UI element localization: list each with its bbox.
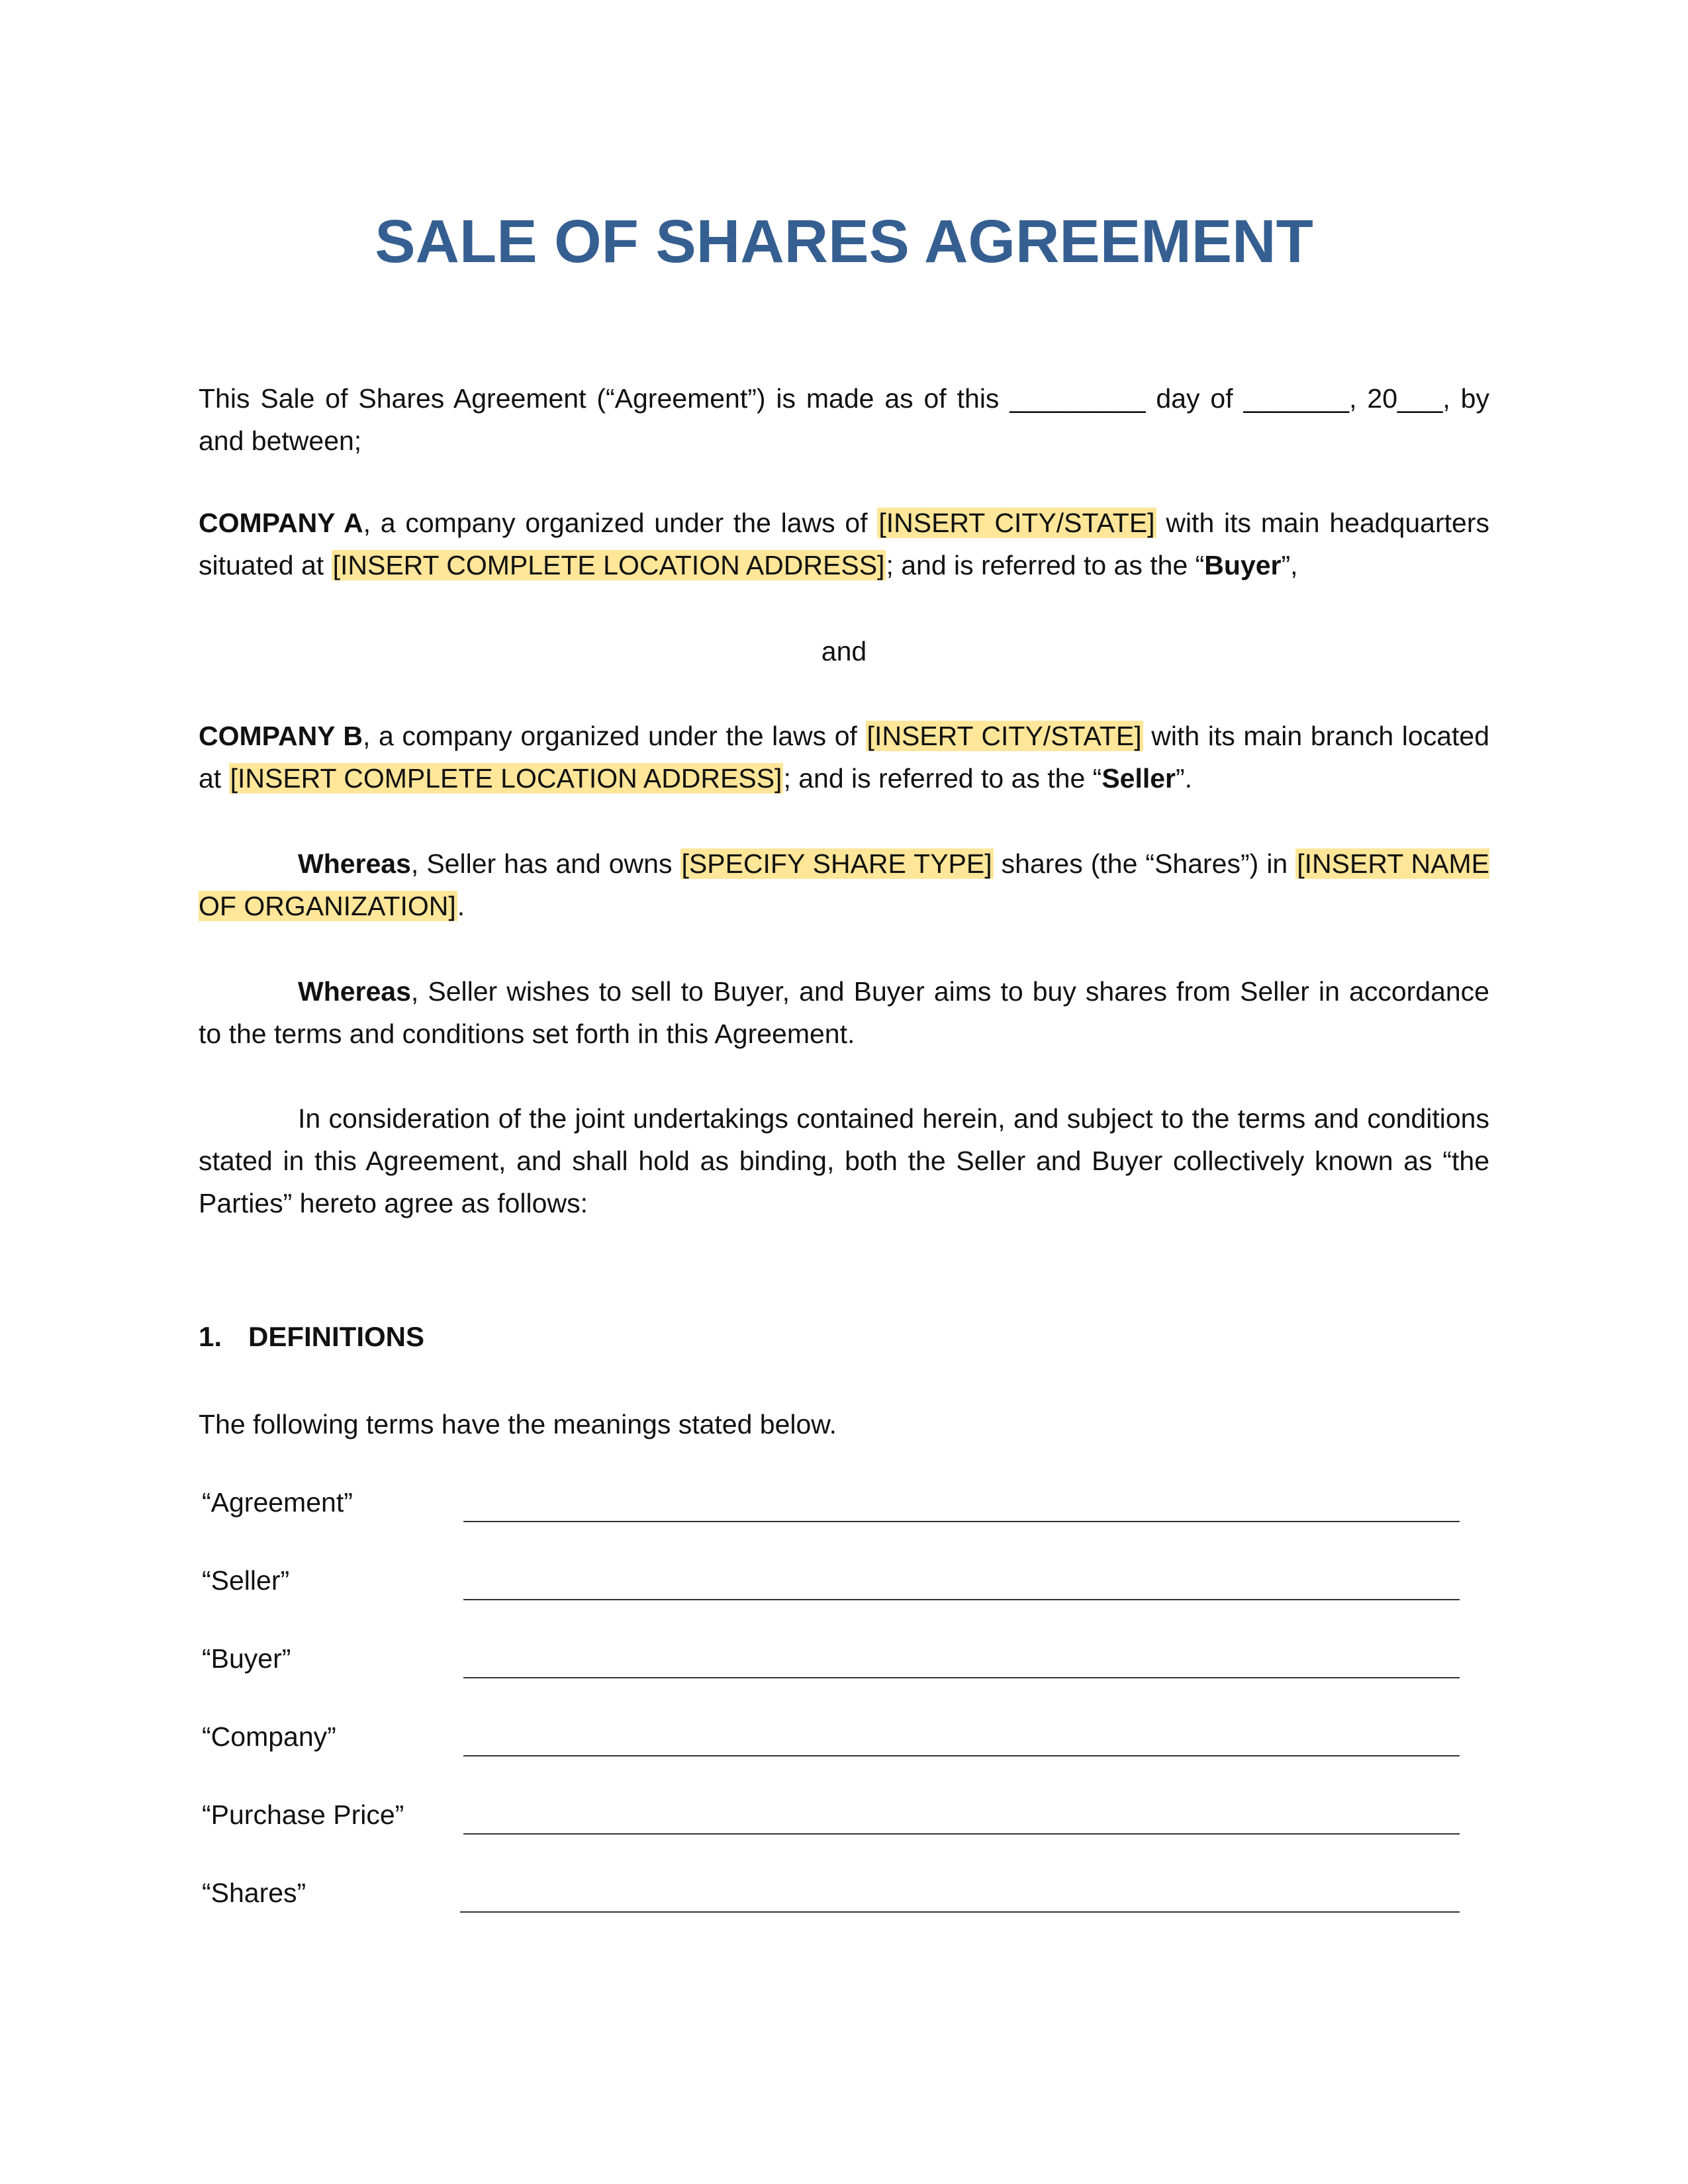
definition-term: “Buyer”	[202, 1643, 291, 1674]
section-1-number: 1.	[199, 1321, 222, 1352]
definition-blank-line[interactable]	[463, 1755, 1460, 1756]
party-a-text-1: , a company organized under the laws of	[363, 508, 878, 538]
definition-term: “Agreement”	[202, 1487, 353, 1518]
definition-row-seller	[202, 1559, 1460, 1602]
consideration-text: In consideration of the joint undertakings contained herein, and subject to the terms and conditions stated in this Agreement, and shall hold as binding, both the Seller and Buyer collectively known as “the Parties” hereto agree as follows:	[199, 1103, 1489, 1218]
party-a-text-2: with its main headquarters situated at	[199, 508, 1489, 580]
definition-blank-line[interactable]	[463, 1599, 1460, 1600]
party-a-city-placeholder: [INSERT CITY/STATE]	[878, 508, 1155, 538]
definition-row-buyer	[202, 1637, 1460, 1680]
party-b-paragraph	[199, 715, 1489, 799]
organization-name-placeholder: [INSERT NAME OF ORGANIZATION]	[199, 848, 1490, 921]
party-a-text-3: ; and is referred to as the “	[886, 550, 1205, 580]
definition-blank-line[interactable]	[463, 1677, 1460, 1678]
party-a-text-4: ”,	[1281, 550, 1298, 580]
whereas-1-paragraph	[199, 842, 1489, 927]
whereas-2-paragraph	[199, 970, 1489, 1055]
and-text: and	[821, 636, 867, 666]
consideration-paragraph	[199, 1097, 1489, 1224]
definition-term: “Purchase Price”	[202, 1799, 404, 1830]
party-b-address-placeholder: [INSERT COMPLETE LOCATION ADDRESS]	[230, 763, 782, 794]
whereas-2-lead: Whereas	[298, 976, 411, 1007]
party-a-address-placeholder: [INSERT COMPLETE LOCATION ADDRESS]	[332, 550, 885, 580]
whereas-1-text-3: .	[457, 891, 465, 921]
definition-blank-line[interactable]	[460, 1911, 1460, 1913]
intro-paragraph	[199, 377, 1489, 462]
party-b-text-3: ; and is referred to as the “	[783, 763, 1102, 794]
and-separator	[199, 630, 1489, 672]
whereas-1-text-1: , Seller has and owns	[410, 848, 680, 879]
party-b-name: COMPANY B	[199, 721, 363, 751]
definition-blank-line[interactable]	[463, 1833, 1460, 1835]
definition-term: “Shares”	[202, 1878, 306, 1908]
definition-term: “Company”	[202, 1721, 336, 1752]
definitions-intro-text: The following terms have the meanings stated below.	[199, 1409, 837, 1439]
definition-row-purchase-price	[202, 1794, 1460, 1836]
whereas-2-text: , Seller wishes to sell to Buyer, and Buyer aims to buy shares from Seller in accordance to the terms and conditions set forth in this Agreement.	[199, 976, 1489, 1049]
whereas-1-text-2: shares (the “Shares”) in	[993, 848, 1296, 879]
share-type-placeholder: [SPECIFY SHARE TYPE]	[681, 848, 992, 879]
document-title: SALE OF SHARES AGREEMENT	[375, 208, 1313, 275]
intro-text: This Sale of Shares Agreement (“Agreement”) is made as of this _________ day of _______, 20___, by and between;	[199, 383, 1489, 456]
party-b-role: Seller	[1102, 763, 1176, 794]
party-a-paragraph	[199, 502, 1489, 586]
definition-term: “Seller”	[202, 1565, 290, 1596]
section-1-heading	[199, 1317, 424, 1357]
party-a-name: COMPANY A	[199, 508, 363, 538]
party-a-role: Buyer	[1204, 550, 1282, 580]
party-b-text-4: ”.	[1176, 763, 1193, 794]
whereas-1-lead: Whereas	[298, 848, 411, 879]
definition-row-agreement	[202, 1481, 1460, 1524]
definitions-intro	[199, 1403, 1489, 1445]
section-1-title: DEFINITIONS	[248, 1321, 425, 1352]
party-b-text-2: with its main branch located at	[199, 721, 1489, 794]
definition-row-shares	[202, 1872, 1460, 1914]
party-b-text-1: , a company organized under the laws of	[363, 721, 866, 751]
definition-blank-line[interactable]	[463, 1521, 1460, 1522]
party-b-city-placeholder: [INSERT CITY/STATE]	[867, 721, 1142, 751]
definition-row-company	[202, 1715, 1460, 1758]
